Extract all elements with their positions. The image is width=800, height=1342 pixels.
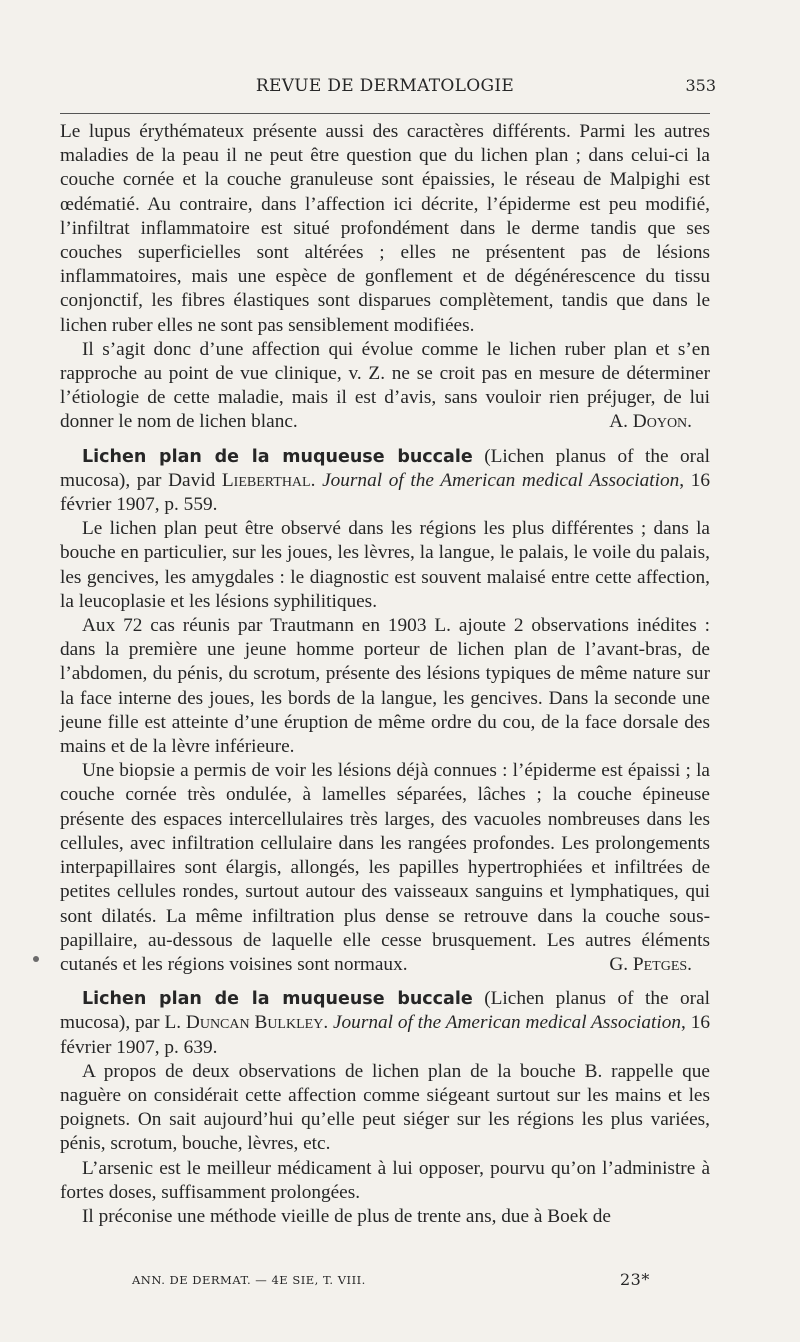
paragraph: Le lichen plan peut être observé dans les régions les plus différentes ; dans la bouche en particulier, sur les joues, les lèvres, la langue, le palais, le voile du palais, les gencives, les amygdales : le diagnostic est souvent malaisé entre cette affection, la leucoplasie et les lésions syphilitiques.: [60, 518, 710, 612]
review-author: Lieberthal: [221, 469, 311, 491]
paragraph: L’arsenic est le meilleur médicament à lui opposer, pourvu qu’on l’administre à fortes doses, suffisamment prolongées.: [60, 1157, 710, 1203]
journal-name: Journal of the American medical Association: [322, 469, 680, 491]
review-author: Duncan Bulkley: [185, 1012, 324, 1034]
review-heading: [60, 987, 710, 1060]
review-reference: (Lichen planus of the oral mucosa), par David: [60, 445, 710, 491]
author-signature: A. Doyon.: [609, 411, 692, 433]
author-signature: G. Petges.: [609, 953, 692, 975]
review-reference: .: [323, 1012, 333, 1034]
review-reference: , 16 février 1907, p. 639.: [60, 1012, 710, 1058]
header-rule: [60, 113, 710, 114]
review-heading: [60, 445, 710, 518]
review-reference: , 16 février 1907, p. 559.: [60, 469, 711, 516]
review-title: Lichen plan de la muqueuse buccale: [82, 446, 473, 467]
page-number: 353: [685, 76, 716, 95]
paragraph-text: Une biopsie a permis de voir les lésions déjà connues : l’épiderme est épaissi ; la couche cornée très ondulée, à lamelles séparées, lâches ; la couche épineuse présente des espaces intercellulaires très larges, des vacuoles nombreuses dans les cellules, avec infiltration cellulaire dans les rangées profondes. Les prolongements interpapillaires sont élargis, allongés, les papilles hypertrophiées et infiltrées de petites cellules rondes, surtout autour des vaisseaux sanguins et lymphatiques, qui sont dilatés. La même infiltration plus dense se retrouve dans la couche sous-papillaire, au-dessous de laquelle elle cesse brusquement. Les autres éléments cutanés et les régions voisines sont normaux.: [60, 760, 710, 975]
page-header: [60, 74, 716, 98]
journal-name: Journal of the American medical Association: [332, 1012, 682, 1034]
review-title: Lichen plan de la muqueuse buccale: [82, 989, 473, 1010]
paragraph: [60, 759, 710, 977]
running-title: REVUE DE DERMATOLOGIE: [255, 76, 515, 96]
paragraph: [60, 338, 710, 435]
review-reference: (Lichen planus of the oral mucosa), par L.: [60, 988, 710, 1034]
footer-signature-mark: ANN. DE DERMAT. — 4E SIE, T. VIII.: [132, 1273, 366, 1287]
paragraph: Aux 72 cas réunis par Trautmann en 1903 L. ajoute 2 observations inédites : dans la première une jeune homme porteur de lichen plan de l’avant-bras, de l’abdomen, du pénis, du scrotum, présente des lésions typiques de même nature sur la face interne des joues, les bords de la langue, les gencives. Dans la seconde une jeune fille est atteinte d’une éruption de même ordre du cou, de la face dorsale des mains et de la lèvre inférieure.: [60, 615, 710, 758]
paragraph-text: Il s’agit donc d’une affection qui évolue comme le lichen ruber plan et s’en rapproche au point de vue clinique, v. Z. ne se croit pas en mesure de déterminer l’étiologie de cette maladie, mais il est d’avis, sans vouloir rien préjuger, de lui donner le nom de lichen blanc.: [60, 338, 710, 433]
paragraph: Il préconise une méthode vieille de plus de trente ans, due à Boek de: [82, 1205, 611, 1227]
body-text: [60, 120, 710, 1229]
paragraph: A propos de deux observations de lichen plan de la bouche B. rappelle que naguère on considérait cette affection comme siégeant surtout sur les mains et les poignets. On sait aujourd’hui qu’elle peut siéger sur les régions les plus variées, pénis, scrotum, bouche, lèvres, etc.: [60, 1060, 710, 1155]
ink-speck: [33, 956, 39, 962]
paragraph: Le lupus érythémateux présente aussi des caractères différents. Parmi les autres maladies de la peau il ne peut être question que du lichen plan ; dans celui-ci la couche cornée et la couche granuleuse sont épaissies, le réseau de Malpighi est œdématié. Au contraire, dans l’affection ici décrite, l’épiderme est peu modifié, l’infiltrat inflammatoire est situé profondément dans le derme tandis que ses couches superficielles sont altérées ; elles ne présentent pas de lésions inflammatoires, mais une espèce de gonflement et de dégénérescence du tissu conjonctif, les fibres élastiques sont disparues complètement, tandis que dans le lichen ruber elles ne sont pas sensiblement modifiées.: [60, 121, 710, 336]
page-footer: [60, 1270, 710, 1290]
footer-sheet-number: 23*: [620, 1270, 650, 1289]
review-reference: .: [310, 469, 323, 491]
